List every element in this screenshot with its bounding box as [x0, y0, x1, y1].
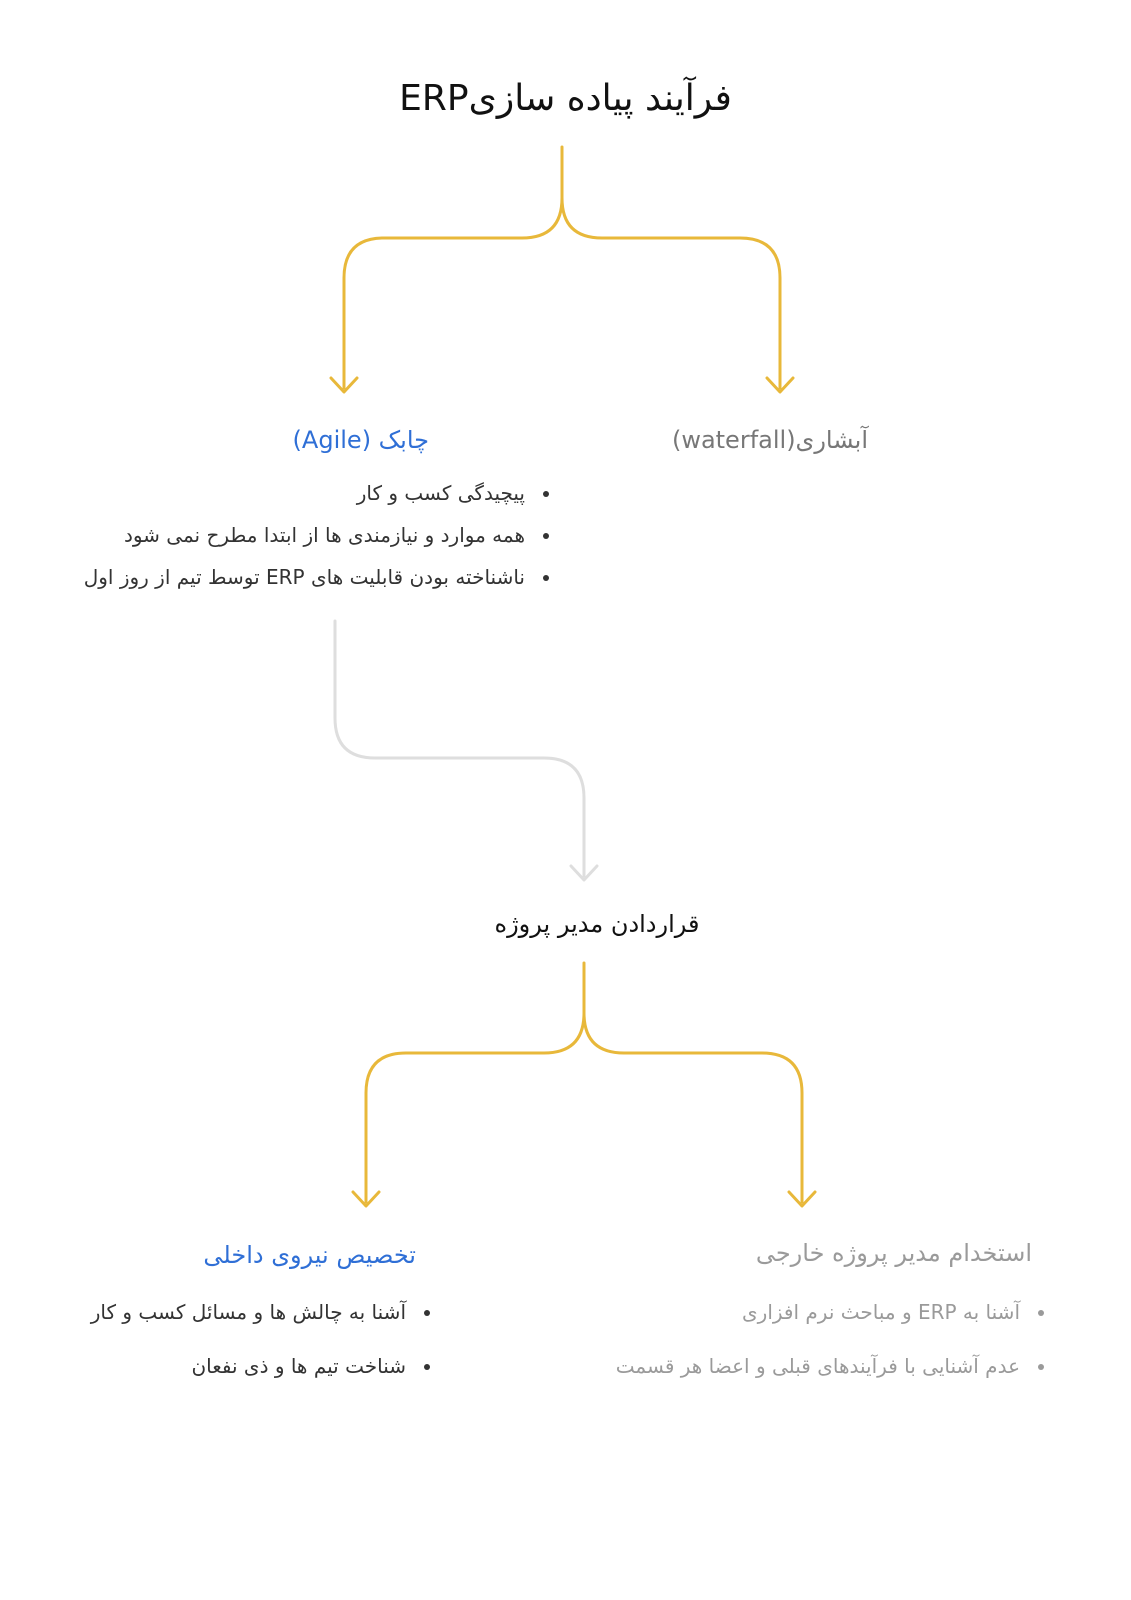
list-item: پیچیدگی کسب و کار	[84, 478, 553, 520]
internal-bullet-list	[91, 1297, 434, 1405]
list-item: عدم آشنایی با فرآیندهای قبلی و اعضا هر قسمت	[616, 1351, 1048, 1405]
list-item: آشنا به چالش ها و مسائل کسب و کار	[91, 1297, 434, 1351]
list-item: ناشناخته بودن قابلیت های ERP توسط تیم از روز اول	[84, 562, 553, 604]
diagram-title: فرآیند پیاده سازیERP	[399, 78, 732, 119]
node-project-manager-label: قراردادن مدیر پروژه	[494, 910, 700, 938]
connector-agile-to-manager	[335, 621, 584, 876]
list-item: آشنا به ERP و مباحث نرم افزاری	[616, 1297, 1048, 1351]
list-item: شناخت تیم ها و ذی نفعان	[91, 1351, 434, 1405]
node-external-label: استخدام مدیر پروژه خارجی	[755, 1239, 1032, 1267]
external-bullet-list	[616, 1297, 1048, 1405]
agile-bullet-list	[84, 478, 553, 604]
connector-title-split	[344, 147, 780, 388]
node-agile-label: چابک (Agile)	[292, 426, 429, 454]
list-item: همه موارد و نیازمندی ها از ابتدا مطرح نمی شود	[84, 520, 553, 562]
connector-manager-split	[366, 963, 802, 1202]
node-waterfall-label: آبشاری(waterfall)	[671, 426, 868, 454]
node-internal-label: تخصیص نیروی داخلی	[203, 1241, 416, 1269]
